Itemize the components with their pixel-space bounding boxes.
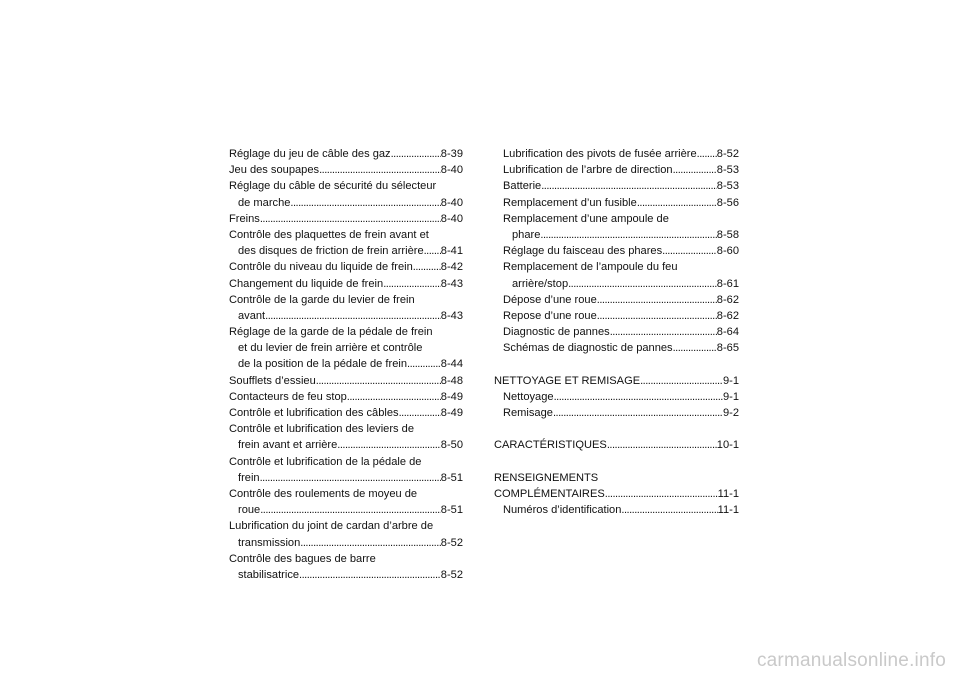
toc-spacer — [494, 454, 739, 470]
toc-entry — [229, 454, 463, 470]
toc-entry — [229, 292, 463, 308]
toc-entry[interactable] — [229, 211, 463, 227]
toc-leader-dots — [290, 195, 440, 211]
toc-entry[interactable] — [494, 276, 739, 292]
toc-entry — [494, 470, 739, 486]
toc-leader-dots — [391, 146, 441, 162]
toc-entry-title: Repose d’une roue — [503, 309, 597, 322]
toc-leader-dots — [610, 324, 717, 340]
toc-entry-title: Schémas de diagnostic de pannes — [503, 342, 673, 355]
toc-leader-dots — [407, 356, 441, 372]
toc-leader-dots — [697, 146, 717, 162]
toc-entry-title: Jeu des soupapes — [229, 164, 320, 177]
toc-entry[interactable] — [229, 146, 463, 162]
toc-entry[interactable] — [229, 373, 463, 389]
toc-entry-page: 9-1 — [722, 374, 739, 387]
toc-entry[interactable] — [494, 389, 739, 405]
toc-entry-page: 8-40 — [440, 164, 463, 177]
toc-leader-dots — [673, 162, 717, 178]
toc-entry[interactable] — [229, 276, 463, 292]
toc-column-right — [494, 146, 739, 518]
toc-entry — [229, 227, 463, 243]
toc-entry-page: 8-40 — [440, 196, 463, 209]
toc-entry-title: COMPLÉMENTAIRES — [494, 487, 605, 500]
toc-entry[interactable] — [229, 502, 463, 518]
toc-entry-title: avant — [238, 309, 266, 322]
toc-entry-title: Contrôle et lubrification des câbles — [229, 407, 399, 419]
toc-entry-title: Contrôle et lubrification des leviers de — [229, 423, 414, 436]
toc-entry-page: 8-50 — [440, 439, 463, 452]
toc-entry-title: Réglage de la garde de la pédale de frein — [229, 326, 433, 339]
toc-entry-page: 8-44 — [440, 358, 463, 371]
toc-entry-title: arrière/stop — [512, 277, 569, 290]
toc-entry-title: frein avant et arrière — [238, 439, 338, 452]
toc-entry-page: 9-1 — [722, 390, 739, 403]
toc-leader-dots — [347, 389, 441, 405]
toc-entry-page: 8-56 — [716, 196, 739, 209]
toc-entry[interactable] — [494, 227, 739, 243]
toc-entry-title: Contrôle des roulements de moyeu de — [229, 487, 418, 500]
toc-leader-dots — [662, 243, 717, 259]
toc-entry[interactable] — [494, 340, 739, 356]
toc-entry-title: des disques de friction de frein arrière — [238, 245, 424, 258]
toc-entry-title: Réglage du faisceau des phares — [503, 245, 663, 258]
toc-entry-page: 9-2 — [722, 407, 739, 419]
toc-leader-dots — [597, 308, 717, 324]
toc-entry-page: 8-52 — [440, 568, 463, 581]
toc-entry-title: Numéros d’identification — [503, 504, 622, 517]
toc-entry[interactable] — [494, 292, 739, 308]
toc-entry-page: 11-1 — [717, 504, 739, 517]
toc-leader-dots — [260, 470, 441, 486]
toc-spacer — [494, 356, 739, 372]
toc-entry — [494, 259, 739, 275]
toc-entry[interactable] — [494, 178, 739, 194]
toc-entry[interactable] — [494, 308, 739, 324]
toc-entry[interactable] — [229, 195, 463, 211]
toc-leader-dots — [541, 178, 717, 194]
toc-leader-dots — [597, 292, 717, 308]
toc-entry-page: 8-39 — [440, 148, 463, 160]
toc-entry — [229, 486, 463, 502]
toc-leader-dots — [260, 502, 441, 518]
toc-entry-page: 8-62 — [716, 309, 739, 322]
toc-entry-title: Contrôle des plaquettes de frein avant et — [229, 228, 429, 241]
toc-entry-page: 8-52 — [716, 148, 739, 160]
watermark: carmanualsonline.info — [756, 650, 946, 671]
toc-entry-title: Contrôle des bagues de barre — [229, 552, 376, 565]
toc-entry-title: Contacteurs de feu stop — [229, 390, 347, 403]
toc-entry-title: Contrôle de la garde du levier de frein — [229, 293, 415, 306]
toc-entry-page: 8-53 — [716, 180, 739, 193]
toc-leader-dots — [300, 535, 441, 551]
toc-entry-page: 8-65 — [716, 342, 739, 355]
toc-entry-title: stabilisatrice — [238, 568, 300, 581]
toc-entry-title: de marche — [238, 196, 291, 209]
toc-entry-title: roue — [238, 504, 261, 517]
toc-entry — [494, 211, 739, 227]
toc-entry — [229, 518, 463, 534]
toc-leader-dots — [265, 308, 441, 324]
toc-entry[interactable] — [494, 502, 739, 518]
toc-leader-dots — [554, 389, 723, 405]
toc-leader-dots — [316, 373, 441, 389]
toc-entry-title: CARACTÉRISTIQUES — [494, 439, 607, 452]
toc-leader-dots — [673, 340, 717, 356]
toc-entry[interactable] — [494, 405, 739, 421]
toc-entry-title: NETTOYAGE ET REMISAGE — [494, 374, 641, 387]
toc-entry-title: phare — [512, 228, 541, 241]
toc-entry-title: Lubrification des pivots de fusée arrière — [503, 148, 697, 160]
toc-entry-title: Remplacement de l’ampoule du feu — [503, 261, 678, 274]
toc-entry-title: Dépose d’une roue — [503, 293, 597, 306]
toc-entry-title: frein — [238, 471, 260, 484]
toc-entry-page: 8-42 — [440, 261, 463, 274]
toc-entry[interactable] — [229, 470, 463, 486]
toc-entry-page: 8-60 — [716, 245, 739, 258]
toc-entry[interactable] — [229, 259, 463, 275]
toc-entry[interactable] — [494, 162, 739, 178]
toc-entry — [229, 324, 463, 340]
toc-entry[interactable] — [494, 486, 739, 502]
toc-leader-dots — [640, 373, 723, 389]
toc-entry-page: 8-49 — [440, 407, 463, 419]
toc-entry-page: 8-48 — [440, 374, 463, 387]
toc-entry-title: Réglage du jeu de câble des gaz — [229, 148, 391, 160]
toc-entry-page: 8-53 — [716, 164, 739, 177]
toc-leader-dots — [568, 276, 717, 292]
toc-entry[interactable] — [494, 243, 739, 259]
toc-entry-title: Réglage du câble de sécurité du sélecteur — [229, 180, 437, 193]
toc-entry-page: 11-1 — [717, 487, 739, 500]
toc-leader-dots — [605, 486, 718, 502]
toc-entry[interactable] — [494, 146, 739, 162]
toc-leader-dots — [413, 259, 441, 275]
toc-entry-title: Remisage — [503, 407, 553, 419]
toc-entry-page: 8-58 — [716, 228, 739, 241]
toc-leader-dots — [621, 502, 717, 518]
toc-leader-dots — [260, 211, 441, 227]
toc-entry-title: RENSEIGNEMENTS — [494, 471, 599, 484]
toc-entry[interactable] — [494, 324, 739, 340]
toc-entry-page: 8-51 — [440, 471, 463, 484]
toc-spacer — [494, 421, 739, 437]
toc-entry-page: 8-43 — [440, 277, 463, 290]
toc-leader-dots — [299, 567, 441, 583]
toc-entry-title: Remplacement d’un fusible — [503, 196, 637, 209]
toc-entry-title: Nettoyage — [503, 390, 554, 403]
toc-entry — [229, 551, 463, 567]
toc-column-left — [229, 146, 463, 583]
toc-leader-dots — [383, 276, 441, 292]
toc-entry[interactable] — [494, 195, 739, 211]
toc-entry-title: Changement du liquide de frein — [229, 277, 384, 290]
toc-entry[interactable] — [229, 405, 463, 421]
toc-leader-dots — [553, 405, 723, 421]
toc-entry-title: Remplacement d’une ampoule de — [503, 212, 669, 225]
toc-entry-title: Freins — [229, 212, 260, 225]
toc-entry-page: 8-64 — [716, 326, 739, 339]
toc-entry-title: Contrôle et lubrification de la pédale de — [229, 455, 422, 468]
toc-entry-page: 10-1 — [716, 439, 739, 452]
toc-leader-dots — [637, 195, 717, 211]
toc-leader-dots — [607, 437, 717, 453]
toc-entry-page: 8-52 — [440, 536, 463, 549]
toc-entry-page: 8-61 — [716, 277, 739, 290]
toc-leader-dots — [424, 243, 441, 259]
toc-entry[interactable] — [229, 356, 463, 372]
toc-leader-dots — [399, 405, 441, 421]
toc-entry-title: de la position de la pédale de frein — [238, 358, 407, 371]
toc-entry[interactable] — [494, 373, 739, 389]
toc-entry-title: et du levier de frein arrière et contrôle — [238, 342, 423, 355]
toc-entry-page: 8-49 — [440, 390, 463, 403]
toc-entry — [229, 421, 463, 437]
toc-entry-page: 8-43 — [440, 309, 463, 322]
toc-leader-dots — [337, 437, 441, 453]
toc-entry[interactable] — [229, 162, 463, 178]
toc-entry[interactable] — [229, 308, 463, 324]
toc-entry-title: Contrôle du niveau du liquide de frein — [229, 261, 413, 274]
toc-entry[interactable] — [229, 243, 463, 259]
toc-entry-title: Diagnostic de pannes — [503, 326, 610, 339]
toc-entry-page: 8-51 — [440, 504, 463, 517]
toc-entry-title: Lubrification de l’arbre de direction — [503, 164, 673, 177]
toc-entry-title: Batterie — [503, 180, 542, 193]
toc-entry[interactable] — [229, 567, 463, 583]
toc-entry[interactable] — [494, 437, 739, 453]
toc-entry-title: Lubrification du joint de cardan d’arbre de — [229, 520, 434, 533]
toc-entry — [229, 178, 463, 194]
toc-leader-dots — [319, 162, 441, 178]
toc-entry — [229, 340, 463, 356]
toc-entry-title: transmission — [238, 536, 301, 549]
toc-entry-page: 8-41 — [440, 245, 463, 258]
toc-entry[interactable] — [229, 535, 463, 551]
toc-entry[interactable] — [229, 437, 463, 453]
toc-entry[interactable] — [229, 389, 463, 405]
toc-entry-title: Soufflets d’essieu — [229, 374, 316, 387]
toc-leader-dots — [540, 227, 716, 243]
toc-entry-page: 8-62 — [716, 293, 739, 306]
toc-entry-page: 8-40 — [440, 212, 463, 225]
